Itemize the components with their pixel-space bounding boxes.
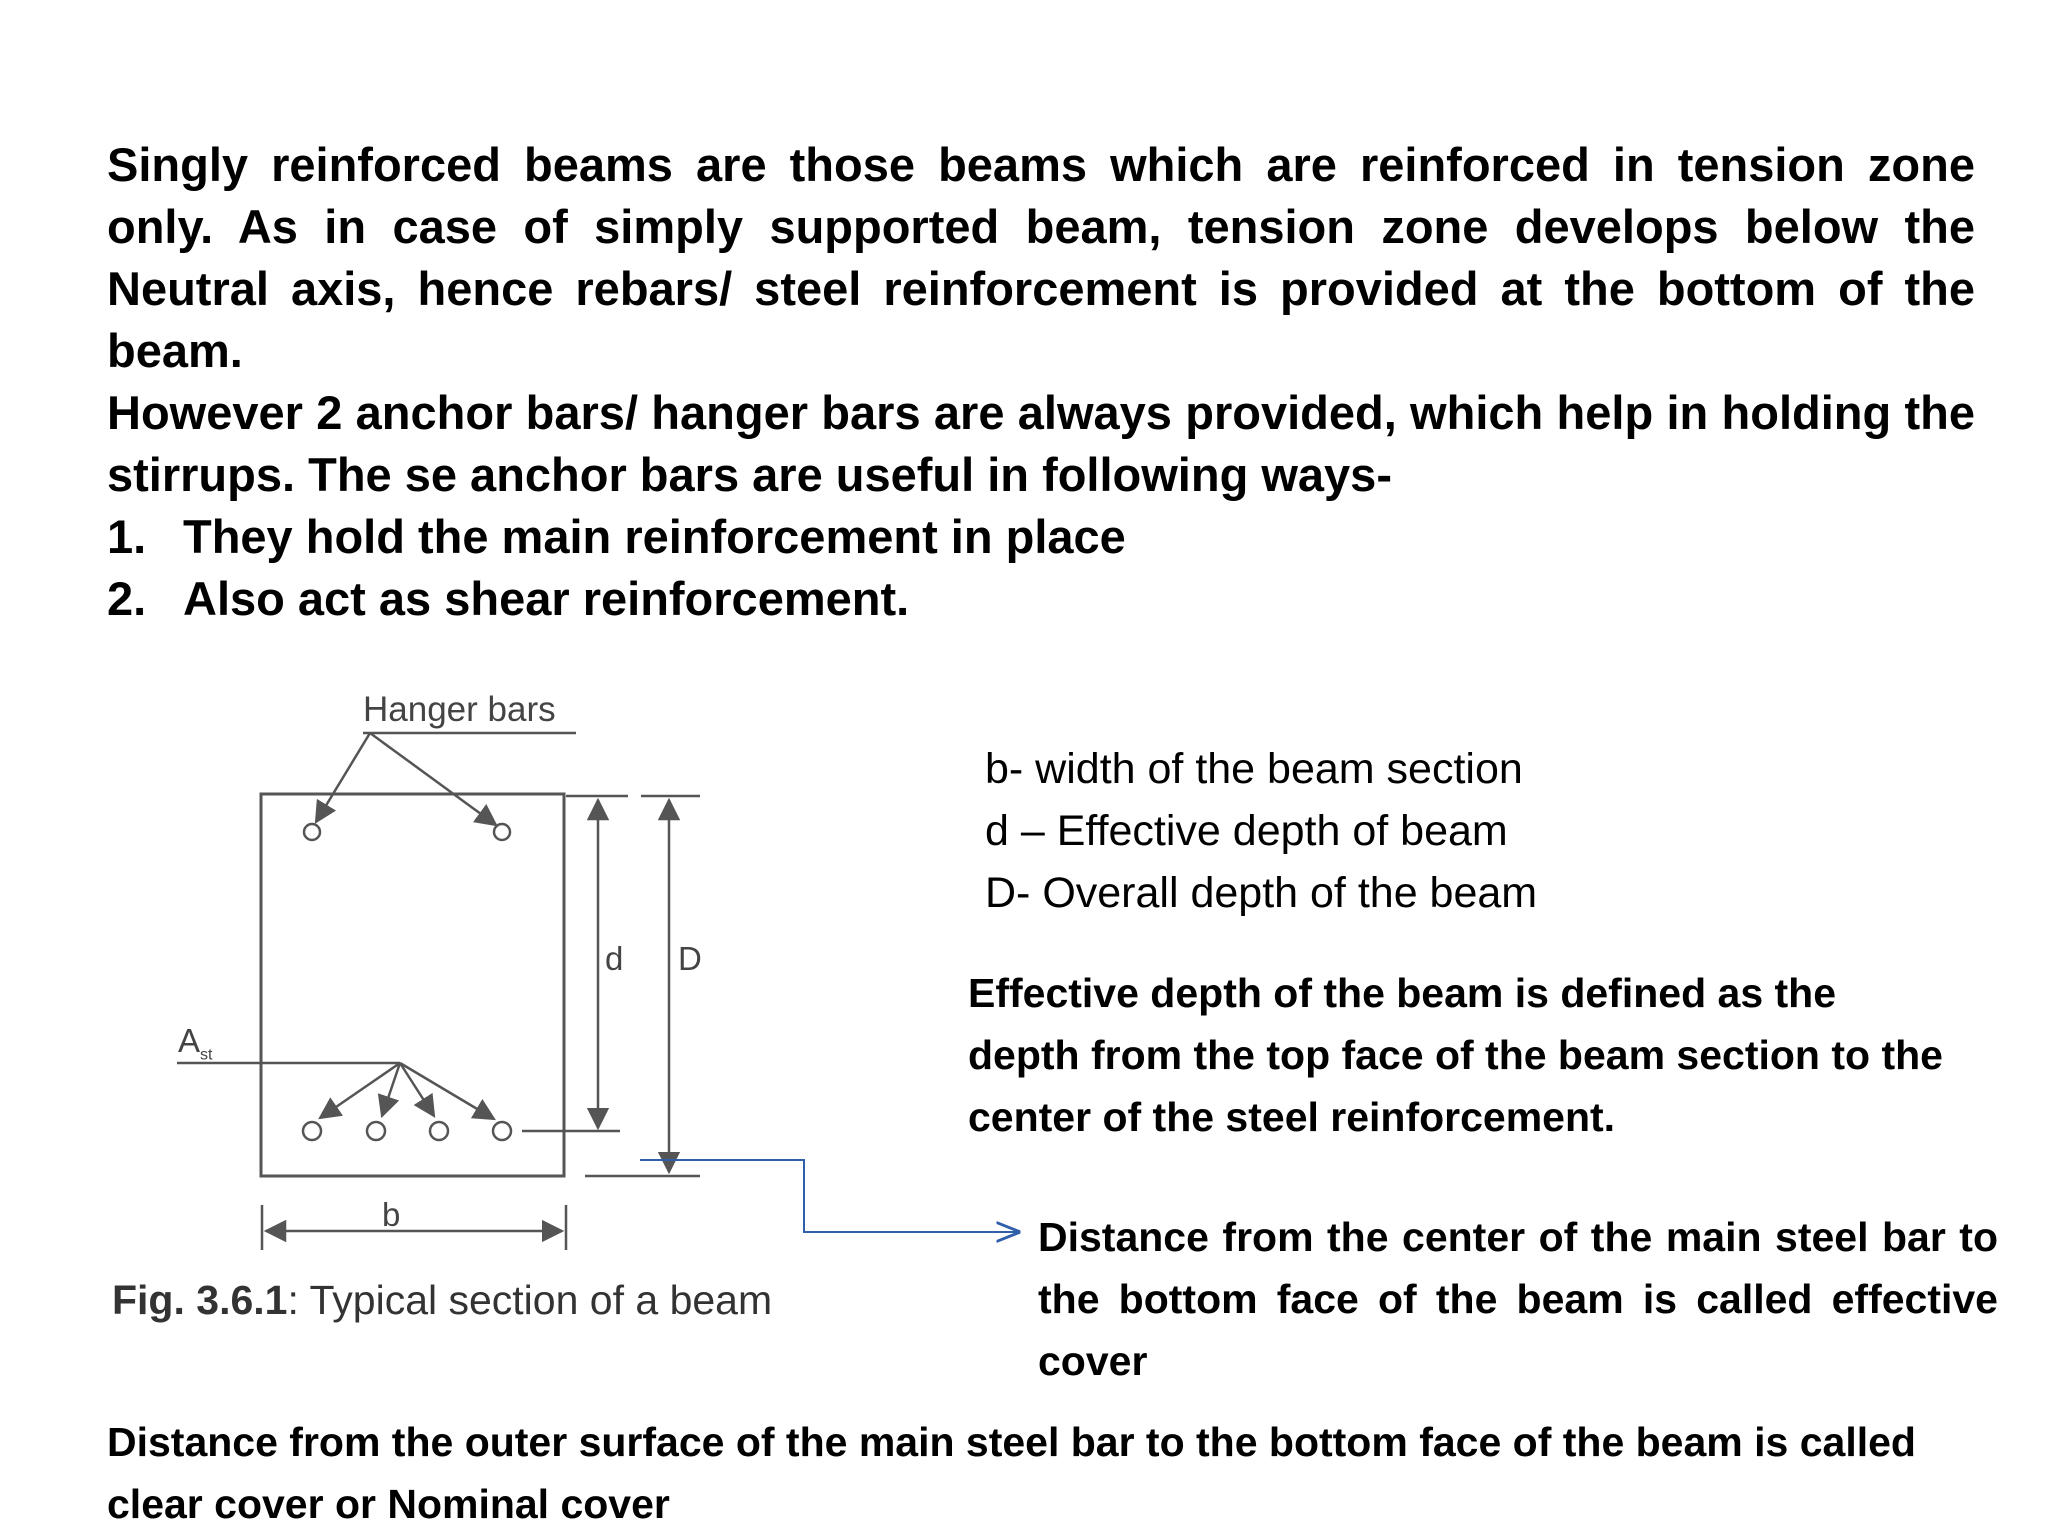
list-number: 1. <box>107 510 147 563</box>
hanger-leader-right <box>370 733 496 825</box>
definition-b: b- width of the beam section <box>985 745 1523 793</box>
ast-subscript: st <box>200 1046 213 1064</box>
main-bar <box>430 1122 448 1140</box>
beam-outline <box>261 794 564 1176</box>
hanger-leader-left <box>316 733 370 822</box>
clear-cover-definition: Distance from the outer surface of the main steel bar to the bottom face of the beam is called clear cover or Nominal cover <box>107 1419 1916 1527</box>
b-label: b <box>382 1196 401 1233</box>
main-bar <box>493 1122 511 1140</box>
effective-cover-connector <box>640 1160 1018 1232</box>
ast-leader <box>382 1063 400 1116</box>
D-label-text: D <box>678 940 702 977</box>
effective-cover-definition: Distance from the center of the main steel bar to the bottom face of the beam is called effective cover <box>1038 1214 1998 1384</box>
list-number: 2. <box>107 572 147 625</box>
ast-main: A <box>178 1022 201 1059</box>
figure-title: : Typical section of a beam <box>287 1277 773 1323</box>
intro-paragraph-2: However 2 anchor bars/ hanger bars are always provided, which help in holding the stirrups. The se anchor bars are useful in following ways- <box>107 386 1975 501</box>
list-text: Also act as shear reinforcement. <box>183 572 910 625</box>
main-bar <box>303 1122 321 1140</box>
ast-leader <box>320 1063 400 1118</box>
definition-D: D- Overall depth of the beam <box>985 869 1538 917</box>
hanger-bars-label: Hanger bars <box>363 690 556 729</box>
figure-number: Fig. 3.6.1 <box>112 1277 288 1323</box>
list-text: They hold the main reinforcement in place <box>183 510 1126 563</box>
hanger-bar <box>494 824 510 840</box>
definition-d: d – Effective depth of beam <box>985 807 1508 855</box>
intro-paragraph-1: Singly reinforced beams are those beams which are reinforced in tension zone only. As in case of simply supported beam, tension zone develops below the Neutral axis, hence rebars/ steel reinforcement is provided at the bottom of the beam. <box>107 138 1975 377</box>
symbol-definitions <box>985 738 1537 924</box>
ast-label <box>178 1022 212 1065</box>
ast-leader <box>400 1063 494 1119</box>
effective-depth-definition: Effective depth of the beam is defined as the depth from the top face of the beam section to the center of the steel reinforcement. <box>968 970 1943 1140</box>
ast-leader <box>400 1063 434 1116</box>
main-bar <box>367 1122 385 1140</box>
hanger-bar <box>304 824 320 840</box>
figure-caption <box>112 1277 772 1324</box>
d-label: d <box>605 940 624 977</box>
